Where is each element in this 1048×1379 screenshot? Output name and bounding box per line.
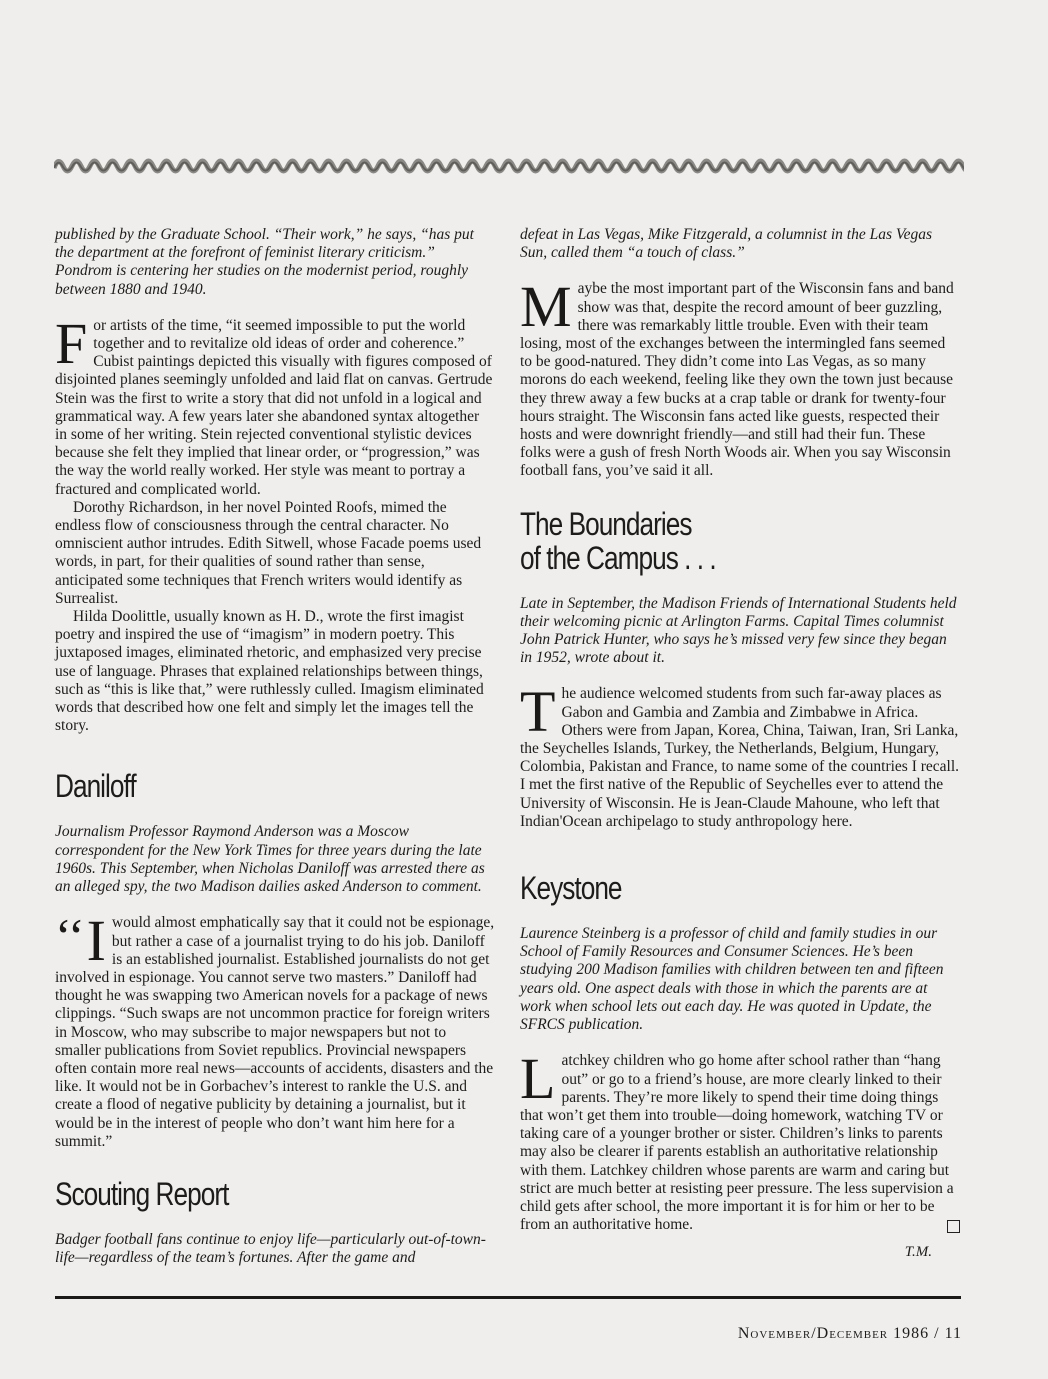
paragraph-richardson: Dorothy Richardson, in her novel Pointed Roofs, mimed the endless flow of consciousness through the central character. No omniscient author intrudes. Edith Sitwell, whose Facade poems used words, in part, for their qualities of sound rather than sense, anticipated some techniques that French writers would identify as Surrealist. (55, 498, 482, 607)
drop-cap-t: T (520, 679, 556, 745)
intro-scouting: Badger football fans continue to enjoy life—particularly out-of-town-life—regardless of the team’s fortunes. After the game and (55, 1230, 486, 1267)
paragraph-artists-text: or artists of the time, “it seemed impossible to put the world together and to revitalize old ideas of order and coherence.” Cubist paintings depicted this visually with figures composed of disjointed planes seemingly unfolded and laid flat on canvas. Gertrude Stein was the first to write a story that did not unfold in a logical and grammatical way. A few years later she abandoned syntax altogether in some of her writing. Stein rejected conventional stylistic devices because she felt they implied that linear order, or “progression,” was the way the world really worked. Her style was meant to portray a fractured and complicated world. (55, 316, 493, 498)
drop-cap-m: M (520, 274, 572, 340)
author-initials: T.M. (904, 1244, 932, 1261)
drop-cap-f: F (55, 310, 88, 376)
intro-keystone: Laurence Steinberg is a professor of child and family studies in our School of Family Resources and Consumer Sciences. He’s been studying 200 Madison families with children between ten and fifteen years old. One aspect deals with those in which the parents are at work when school lets out each day. He was quoted in Update, the SFRCS publication. (520, 925, 944, 1034)
intro-daniloff: Journalism Professor Raymond Anderson was a Moscow correspondent for the New York Times for three years during the late 1960s. This September, when Nicholas Daniloff was arrested there as an alleged spy, the two Madison dailies asked Anderson to comment. (55, 823, 485, 896)
heading-scouting-report: Scouting Report (55, 1175, 229, 1212)
intro-pondrom: published by the Graduate School. “Their work,” he says, “has put the department at the forefront of feminist literary criticism.” Pondrom is centering her studies on the modernist period, roughly between 1880 and 1940. (55, 226, 474, 298)
paragraph-artists (55, 310, 495, 499)
end-mark-box (947, 1220, 960, 1233)
page-footer: November/December 1986 / 11 (737, 1325, 962, 1342)
quote-anderson-text: would almost emphatically say that it could not be espionage, but rather a case of a journalist trying to do his job. Daniloff is an established journalist. Established journalists do not get involved in espionage. You cannot serve two masters.” Daniloff had thought he was swapping two American novels for a package of news clippings. “Such swaps are not uncommon practice for foreign writers in Moscow, who may subscribe to major newspapers but not to smaller publications from Soviet republics. Provincial newspapers often contain more real news—accounts of accidents, disasters and the like. It would not be in Gorbachev’s interest to rankle the U.S. and create a flood of negative publicity by detaining a journalist, but it would be in the interest of people who don’t want him here for a summit.” (55, 914, 495, 1150)
heading-boundaries: The Boundaries of the Campus . . . (520, 505, 716, 576)
paragraph-wisconsin-fans-text: aybe the most important part of the Wisconsin fans and band show was that, despite the record amount of beer guzzling, there was remarkably little trouble. Even with their team losing, most of the exchanges between the intermingled fans seemed to be good-natured. They didn’t come into Las Vegas, as so many morons do each weekend, feeling like they own the town just because they threw away a few bucks at a crap table or drank for twenty-four hours straight. The Wisconsin fans acted like guests, respected their hosts and were downright friendly—and still had their fun. These folks were a gush of fresh North Woods air. When you say Wisconsin football fans, you’ve said it all. (520, 280, 954, 480)
heading-keystone: Keystone (520, 870, 622, 907)
drop-cap-i: I (86, 908, 106, 974)
footer-rule (55, 1296, 961, 1299)
paragraph-audience-text: he audience welcomed students from such far-away places as Gabon and Gambia and Zambia and Zimbabwe in Africa. Others were from Japan, Korea, China, Taiwan, Iran, Sri Lanka, the Seychelles Islands, Turkey, the Netherlands, Belgium, Hungary, Colombia, Pakistan and France, to name some of the countries I recall. I met the first native of the Republic of Seychelles ever to attend the University of Wisconsin. He is Jean-Claude Mahoune, who left that Indian'Ocean archipelago to study anthropology here. (520, 685, 960, 830)
paragraph-wisconsin-fans (520, 274, 960, 480)
right-column (520, 226, 960, 1261)
left-column (55, 226, 495, 1285)
open-quote-mark: ‘‘ (55, 908, 85, 965)
intro-boundaries: Late in September, the Madison Friends of International Students held their welcoming picnic at Arlington Farms. Capital Times columnist John Patrick Hunter, who says he’s missed very few since they began in 1952, wrote about it. (520, 594, 957, 667)
paragraph-audience (520, 679, 960, 831)
intro-scouting-continued: defeat in Las Vegas, Mike Fitzgerald, a columnist in the Las Vegas Sun, called them “a touch of class.” (520, 226, 933, 262)
drop-cap-l: L (520, 1046, 556, 1112)
paragraph-latchkey (520, 1046, 960, 1234)
decorative-wave-border (54, 152, 964, 178)
paragraph-doolittle: Hilda Doolittle, usually known as H. D., wrote the first imagist poetry and inspired the use of “imagism” in modern poetry. This juxtaposed images, eliminated rhetoric, and emphasized very precise use of language. Phrases that explained relationships between things, such as “this is like that,” were ruthlessly culled. Imagism eliminated words that described how one felt and simply let the images tell the story. (55, 608, 484, 735)
paragraph-latchkey-text: atchkey children who go home after school rather than “hang out” or go to a friend’s house, are more clearly linked to their parents. They’re more likely to spend their time doing things that won’t get them into trouble—doing homework, watching TV or taking care of a younger brother or sister. Children’s links to parents may also be clearer if parents establish an authoritative relationship with them. Latchkey children whose parents are warm and caring but strict are much better at resisting peer pressure. The less supervision a child gets after school, the more important it is for him or her to be from an authoritative home. (520, 1052, 954, 1234)
heading-daniloff: Daniloff (55, 768, 136, 805)
quote-anderson (55, 908, 495, 1151)
